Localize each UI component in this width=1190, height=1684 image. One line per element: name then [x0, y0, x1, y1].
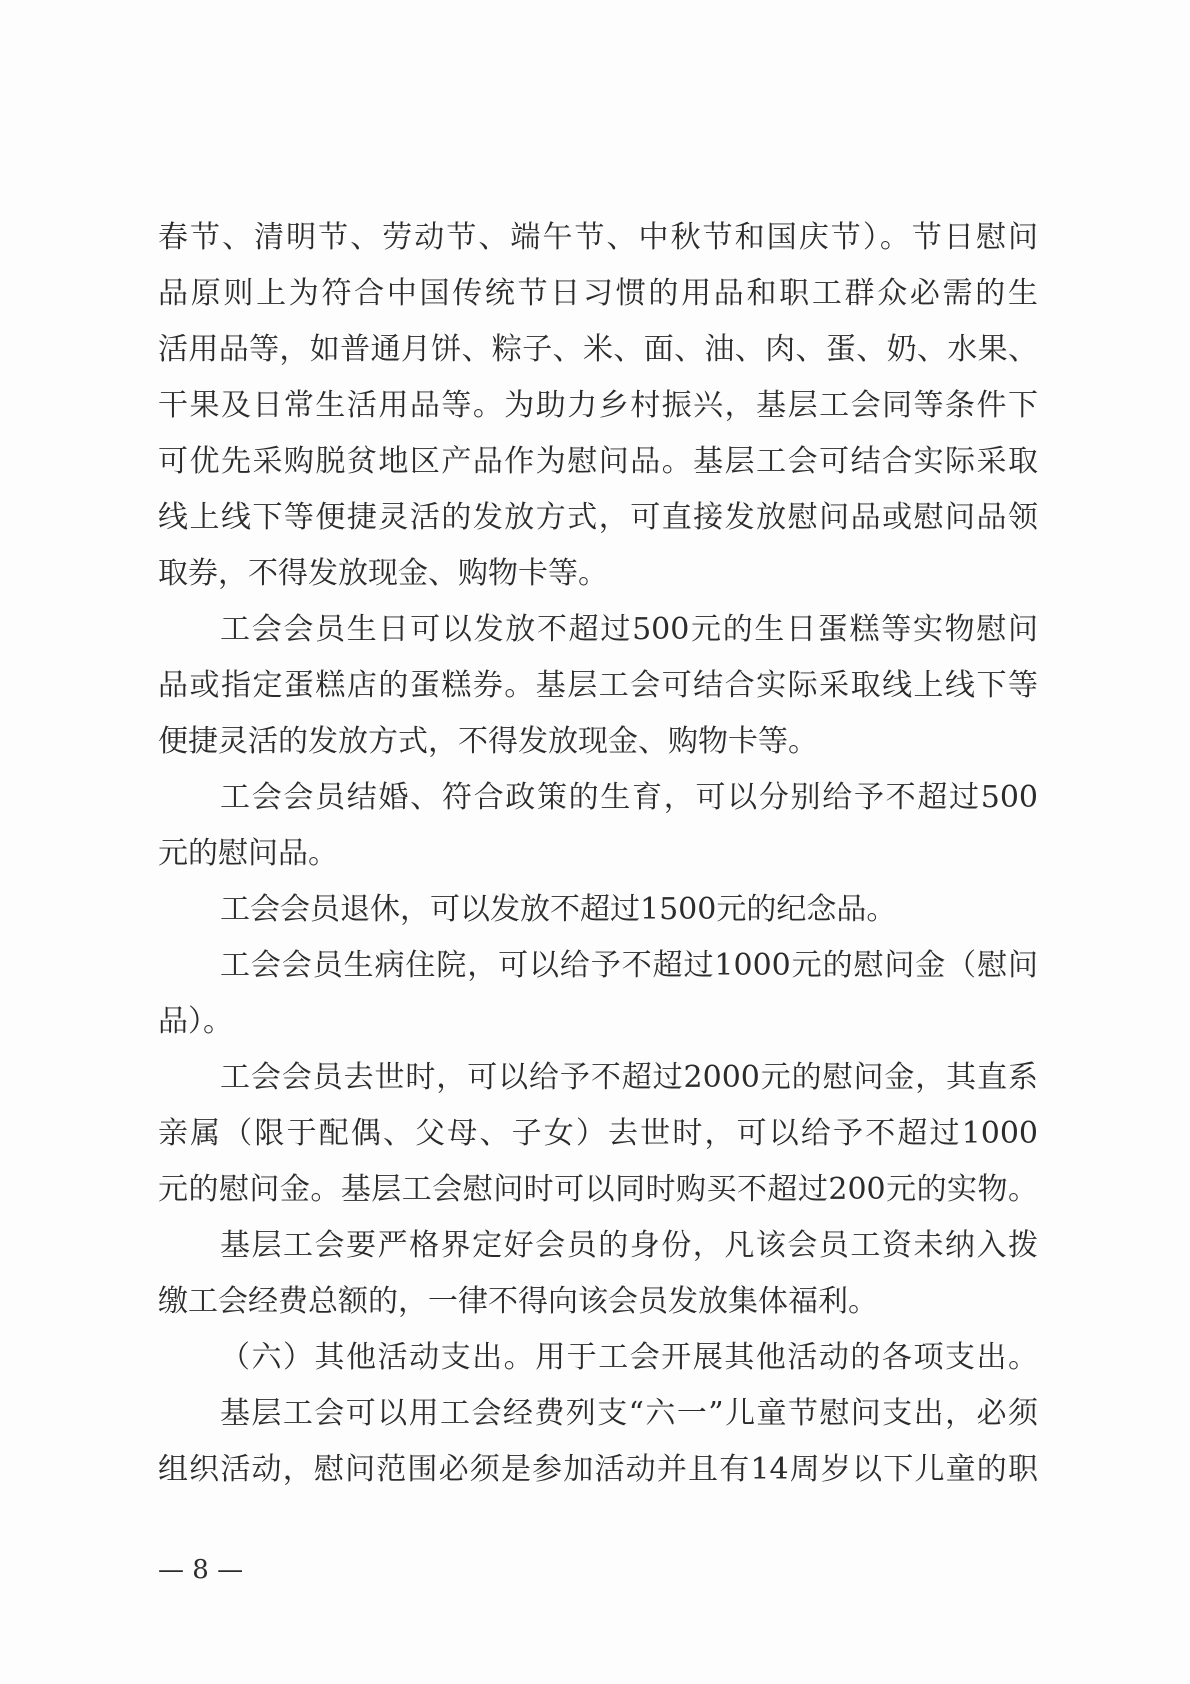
- text-line: 春节、清明节、劳动节、端午节、中秋节和国庆节）。节日慰问: [158, 220, 1038, 255]
- paragraph-start-line: 基层工会要严格界定好会员的身份，凡该会员工资未纳入拨: [220, 1228, 1038, 1263]
- text-line: 干果及日常生活用品等。为助力乡村振兴，基层工会同等条件下: [158, 388, 1038, 423]
- paragraph-start-line: 工会会员生病住院，可以给予不超过1000元的慰问金（慰问: [220, 948, 1038, 983]
- text-line: 品）。: [158, 1004, 233, 1039]
- paragraph-start-line: 工会会员生日可以发放不超过500元的生日蛋糕等实物慰问: [220, 612, 1038, 647]
- text-line: 线上线下等便捷灵活的发放方式，可直接发放慰问品或慰问品领: [158, 500, 1038, 535]
- text-line: 元的慰问品。: [158, 836, 338, 871]
- paragraph-start-line: 工会会员退休，可以发放不超过1500元的纪念品。: [220, 892, 897, 927]
- text-line: 便捷灵活的发放方式，不得发放现金、购物卡等。: [158, 724, 818, 759]
- text-line: 缴工会经费总额的，一律不得向该会员发放集体福利。: [158, 1284, 878, 1319]
- text-line: 品或指定蛋糕店的蛋糕券。基层工会可结合实际采取线上线下等: [158, 668, 1038, 703]
- text-line: 组织活动，慰问范围必须是参加活动并且有14周岁以下儿童的职: [158, 1452, 1038, 1487]
- text-line: 活用品等，如普通月饼、粽子、米、面、油、肉、蛋、奶、水果、: [158, 332, 1038, 367]
- paragraph-start-line: 基层工会可以用工会经费列支“六一”儿童节慰问支出，必须: [220, 1396, 1038, 1431]
- body-text: [158, 210, 1038, 1498]
- text-line: 品原则上为符合中国传统节日习惯的用品和职工群众必需的生: [158, 276, 1038, 311]
- paragraph-start-line: 工会会员结婚、符合政策的生育，可以分别给予不超过500: [220, 780, 1038, 815]
- paragraph-start-line: 工会会员去世时，可以给予不超过2000元的慰问金，其直系: [220, 1060, 1038, 1095]
- text-line: 亲属（限于配偶、父母、子女）去世时，可以给予不超过1000: [158, 1116, 1038, 1151]
- text-line: 可优先采购脱贫地区产品作为慰问品。基层工会可结合实际采取: [158, 444, 1038, 479]
- text-line: 元的慰问金。基层工会慰问时可以同时购买不超过200元的实物。: [158, 1172, 1038, 1207]
- text-line: 取券，不得发放现金、购物卡等。: [158, 556, 608, 591]
- page-number: — 8 —: [158, 1555, 244, 1585]
- section-heading-line: （六）其他活动支出。用于工会开展其他活动的各项支出。: [220, 1340, 1038, 1375]
